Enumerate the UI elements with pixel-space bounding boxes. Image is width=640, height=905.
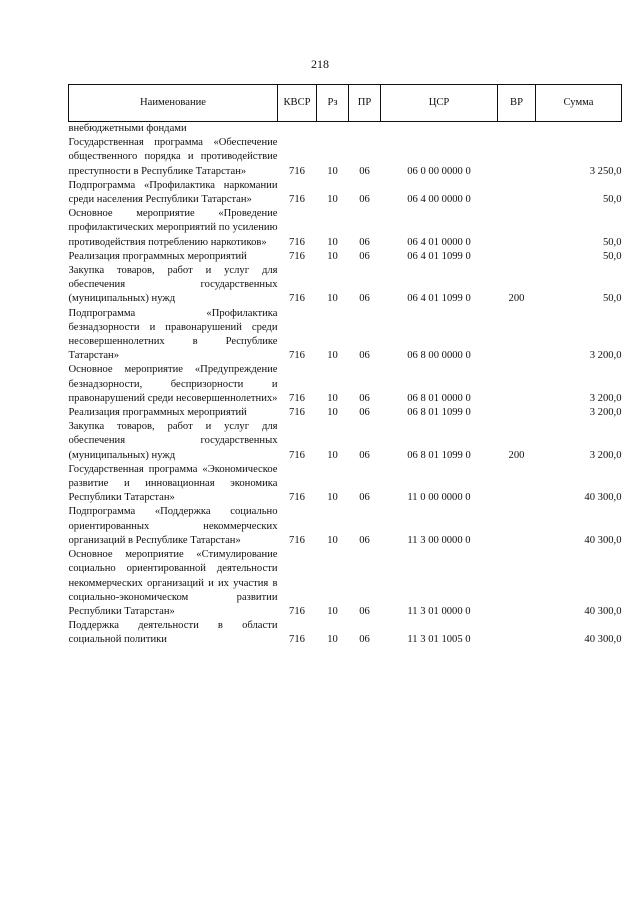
table-row <box>69 122 622 137</box>
cell-name: Закупка товаров, работ и услуг для обеспечения государственных (муниципальных) нужд <box>68 421 278 461</box>
cell-vr <box>498 207 536 250</box>
cell-kvsr: 716 <box>289 407 305 419</box>
cell-pr: 06 <box>359 293 370 305</box>
table-row <box>69 207 622 250</box>
cell-vr <box>498 406 536 420</box>
cell-rz <box>317 122 349 137</box>
cell-kvsr: 716 <box>289 293 305 305</box>
cell-vr <box>498 250 536 264</box>
header-sum: Сумма <box>536 85 622 122</box>
cell-name: Закупка товаров, работ и услуг для обеспечения государственных (муниципальных) нужд <box>68 265 278 305</box>
cell-sum: 50,0 <box>602 194 622 206</box>
cell-csr <box>381 122 498 137</box>
cell-pr: 06 <box>359 165 370 177</box>
cell-rz: 10 <box>327 194 338 206</box>
cell-name: Основное мероприятие «Стимулирование социально ориентированной деятельности некоммерческих организаций и их участия в социально-экономическом развитии Республики Татарстан» <box>68 549 278 617</box>
cell-csr: 11 3 01 1005 0 <box>407 634 471 646</box>
cell-rz: 10 <box>327 250 338 262</box>
cell-rz: 10 <box>327 392 338 404</box>
cell-sum: 3 200,0 <box>589 407 622 419</box>
cell-rz: 10 <box>327 534 338 546</box>
cell-pr: 06 <box>359 449 370 461</box>
header-vr: ВР <box>498 85 536 122</box>
cell-kvsr: 716 <box>289 605 305 617</box>
cell-name: Государственная программа «Обеспечение общественного порядка и противодействие преступности в Республике Татарстан» <box>68 137 278 177</box>
cell-vr <box>498 463 536 506</box>
table-row <box>69 307 622 364</box>
cell-csr: 06 8 01 0000 0 <box>407 392 471 404</box>
cell-name: Реализация программных мероприятий <box>68 407 247 419</box>
cell-name: Реализация программных мероприятий <box>68 250 247 262</box>
cell-csr: 11 3 01 0000 0 <box>407 605 471 617</box>
cell-pr: 06 <box>359 634 370 646</box>
cell-pr: 06 <box>359 392 370 404</box>
cell-csr: 06 4 01 1099 0 <box>407 293 471 305</box>
cell-vr <box>498 548 536 619</box>
cell-rz: 10 <box>327 634 338 646</box>
cell-sum: 50,0 <box>602 236 622 248</box>
cell-name: Основное мероприятие «Предупреждение безнадзорности, беспризорности и правонарушений среди несовершеннолетних» <box>68 364 278 404</box>
table-row <box>69 619 622 647</box>
cell-kvsr: 716 <box>289 534 305 546</box>
cell-pr: 06 <box>359 250 370 262</box>
cell-csr: 06 8 01 1099 0 <box>407 407 471 419</box>
cell-kvsr: 716 <box>289 492 305 504</box>
cell-rz: 10 <box>327 407 338 419</box>
cell-vr: 200 <box>508 293 525 305</box>
table-row <box>69 463 622 506</box>
header-kvsr: КВСР <box>278 85 317 122</box>
cell-rz: 10 <box>327 350 338 362</box>
cell-name: Подпрограмма «Профилактика безнадзорности и правонарушений среди несовершеннолетних в Республике Татарстан» <box>68 307 278 362</box>
table-row <box>69 505 622 548</box>
budget-table <box>68 84 622 648</box>
cell-sum <box>536 122 622 137</box>
header-pr: ПР <box>349 85 381 122</box>
cell-vr: 200 <box>508 449 525 461</box>
cell-vr <box>498 363 536 406</box>
table-row <box>69 250 622 264</box>
cell-rz: 10 <box>327 165 338 177</box>
table-row <box>69 363 622 406</box>
cell-kvsr: 716 <box>289 236 305 248</box>
cell-kvsr: 716 <box>289 634 305 646</box>
cell-kvsr: 716 <box>289 194 305 206</box>
cell-csr: 06 8 00 0000 0 <box>407 350 471 362</box>
cell-sum: 50,0 <box>602 293 622 305</box>
table-row <box>69 420 622 463</box>
cell-csr: 06 8 01 1099 0 <box>407 449 471 461</box>
cell-pr: 06 <box>359 407 370 419</box>
cell-kvsr <box>278 122 317 137</box>
cell-vr <box>498 619 536 647</box>
cell-vr <box>498 136 536 179</box>
cell-rz: 10 <box>327 492 338 504</box>
cell-name: Поддержка деятельности в области социальной политики <box>68 620 278 646</box>
cell-csr: 11 0 00 0000 0 <box>407 492 471 504</box>
cell-pr: 06 <box>359 236 370 248</box>
header-csr: ЦСР <box>381 85 498 122</box>
cell-kvsr: 716 <box>289 165 305 177</box>
header-name: Наименование <box>69 85 278 122</box>
cell-vr <box>498 505 536 548</box>
cell-sum: 3 200,0 <box>589 350 622 362</box>
cell-rz: 10 <box>327 293 338 305</box>
cell-pr: 06 <box>359 492 370 504</box>
cell-vr <box>498 122 536 137</box>
cell-csr: 06 0 00 0000 0 <box>407 165 471 177</box>
cell-csr: 06 4 00 0000 0 <box>407 194 471 206</box>
cell-csr: 11 3 00 0000 0 <box>407 534 471 546</box>
cell-name: Основное мероприятие «Проведение профилактических мероприятий по усилению противодействия потреблению наркотиков» <box>68 208 278 248</box>
page-number: 218 <box>311 57 329 71</box>
cell-rz: 10 <box>327 236 338 248</box>
cell-sum: 40 300,0 <box>584 605 622 617</box>
cell-name: Подпрограмма «Профилактика наркомании среди населения Республики Татарстан» <box>68 179 278 206</box>
cell-csr: 06 4 01 0000 0 <box>407 236 471 248</box>
cell-pr: 06 <box>359 350 370 362</box>
cell-csr: 06 4 01 1099 0 <box>407 250 471 262</box>
table-row <box>69 179 622 207</box>
cell-sum: 3 250,0 <box>589 165 622 177</box>
cell-sum: 40 300,0 <box>584 534 622 546</box>
table-row <box>69 548 622 619</box>
cell-kvsr: 716 <box>289 392 305 404</box>
cell-pr <box>349 122 381 137</box>
cell-sum: 40 300,0 <box>584 492 622 504</box>
cell-vr <box>498 307 536 364</box>
cell-sum: 3 200,0 <box>589 449 622 461</box>
cell-pr: 06 <box>359 194 370 206</box>
cell-sum: 3 200,0 <box>589 392 622 404</box>
cell-sum: 40 300,0 <box>584 634 622 646</box>
cell-name: Подпрограмма «Поддержка социально ориентированных некоммерческих организаций в Республике Татарстан» <box>68 506 278 546</box>
table-row <box>69 264 622 307</box>
cell-kvsr: 716 <box>289 350 305 362</box>
table-header-row <box>69 85 622 122</box>
cell-pr: 06 <box>359 534 370 546</box>
cell-sum: 50,0 <box>602 250 622 262</box>
table-row <box>69 136 622 179</box>
header-rz: Рз <box>317 85 349 122</box>
cell-name: внебюджетными фондами <box>68 123 187 134</box>
cell-name: Государственная программа «Экономическое развитие и инновационная экономика Республики Татарстан» <box>68 463 278 504</box>
cell-kvsr: 716 <box>289 449 305 461</box>
cell-rz: 10 <box>327 449 338 461</box>
cell-vr <box>498 179 536 207</box>
cell-pr: 06 <box>359 605 370 617</box>
cell-kvsr: 716 <box>289 250 305 262</box>
table-row <box>69 406 622 420</box>
cell-rz: 10 <box>327 605 338 617</box>
